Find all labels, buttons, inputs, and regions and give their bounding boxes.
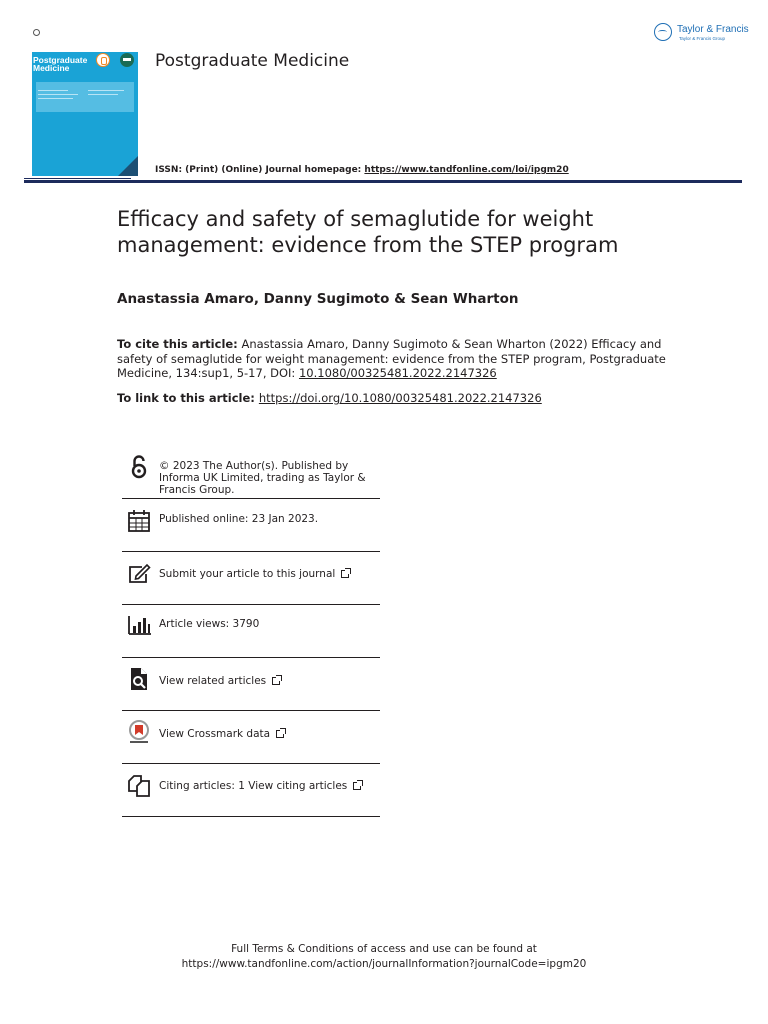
cover-title: Postgraduate Medicine (33, 55, 88, 73)
cover-watermark (100, 27, 136, 39)
cover-text-line (38, 90, 68, 91)
external-link-icon (341, 570, 349, 578)
cover-text-line (88, 94, 118, 95)
submit-article-label: Submit your article to this journal (159, 568, 336, 580)
bar-chart-icon (126, 612, 152, 638)
publisher-group-name: Taylor & Francis Group (679, 36, 726, 41)
submit-row[interactable] (122, 552, 380, 605)
doi-link[interactable]: 10.1080/00325481.2022.2147326 (298, 366, 497, 380)
related-row[interactable] (122, 658, 380, 711)
link-label: To link to this article: (117, 391, 259, 405)
cite-label: To cite this article: (117, 337, 238, 351)
license-text: © 2023 The Author(s). Published by Informa UK Limited, trading as Taylor & Francis Group. (159, 460, 366, 496)
terms-url-link[interactable]: https://www.tandfonline.com/action/journalInformation?journalCode=ipgm20 (181, 957, 587, 970)
cover-text-line (88, 90, 124, 91)
crossmark-icon (126, 719, 152, 745)
submit-article-link[interactable] (159, 568, 349, 580)
cover-text-line (38, 98, 73, 99)
open-access-icon (126, 454, 152, 480)
cover-badge-icon (120, 53, 134, 67)
header-rule-thin (24, 178, 131, 179)
header-rule (24, 180, 742, 183)
external-link-icon (353, 782, 361, 790)
issn-line (155, 165, 569, 175)
related-articles-label: View related articles (159, 675, 267, 687)
citation-block (117, 337, 677, 381)
article-info-list (122, 452, 382, 817)
calendar-icon (126, 508, 152, 534)
publisher-name: Taylor & Francis (677, 24, 749, 35)
terms-footer (0, 942, 768, 971)
license-row (122, 452, 380, 499)
article-authors: Anastassia Amaro, Danny Sugimoto & Sean Wharton (117, 291, 519, 307)
article-title: Efficacy and safety of semaglutide for weight management: evidence from the STEP program (117, 207, 619, 257)
issn-label: ISSN: (Print) (Online) Journal homepage: (155, 165, 365, 175)
article-link-line (117, 391, 542, 405)
crossmark-row[interactable] (122, 711, 380, 764)
citing-documents-icon (126, 773, 152, 799)
open-access-badge-icon (96, 53, 110, 67)
views-row (122, 605, 380, 658)
article-doi-url-link[interactable]: https://doi.org/10.1080/00325481.2022.2147326 (258, 391, 542, 405)
terms-text: Full Terms & Conditions of access and use can be found at (231, 943, 537, 955)
published-date: Published online: 23 Jan 2023. (159, 513, 319, 525)
taylor-francis-logo-icon (654, 23, 672, 41)
published-row (122, 499, 380, 552)
journal-name[interactable]: Postgraduate Medicine (155, 51, 350, 71)
citing-articles-label: Citing articles: 1 View citing articles (159, 780, 348, 792)
external-link-icon (272, 677, 280, 685)
publisher-logo[interactable] (654, 22, 749, 46)
citing-articles-link[interactable] (159, 780, 361, 792)
cover-text-line (38, 94, 78, 95)
crossmark-label: View Crossmark data (159, 728, 271, 740)
cover-corner (118, 156, 138, 176)
search-document-icon (126, 666, 152, 692)
journal-cover-thumbnail (32, 24, 138, 176)
cover-contents-panel (36, 82, 134, 112)
related-articles-link[interactable] (159, 675, 280, 687)
citation-text: Anastassia Amaro, Danny Sugimoto & Sean Wharton (2022) Efficacy and safety of semaglutide for weight management: evidence from the STEP program, Postgraduate Medicine, 134:sup1, 5-17, DOI: (117, 337, 666, 380)
cover-publisher-logo (33, 29, 59, 36)
citing-row[interactable] (122, 764, 380, 817)
journal-homepage-link[interactable]: https://www.tandfonline.com/loi/ipgm20 (364, 165, 569, 175)
crossmark-link[interactable] (159, 728, 284, 740)
edit-icon (126, 561, 152, 587)
article-views: Article views: 3790 (159, 618, 260, 630)
external-link-icon (276, 730, 284, 738)
